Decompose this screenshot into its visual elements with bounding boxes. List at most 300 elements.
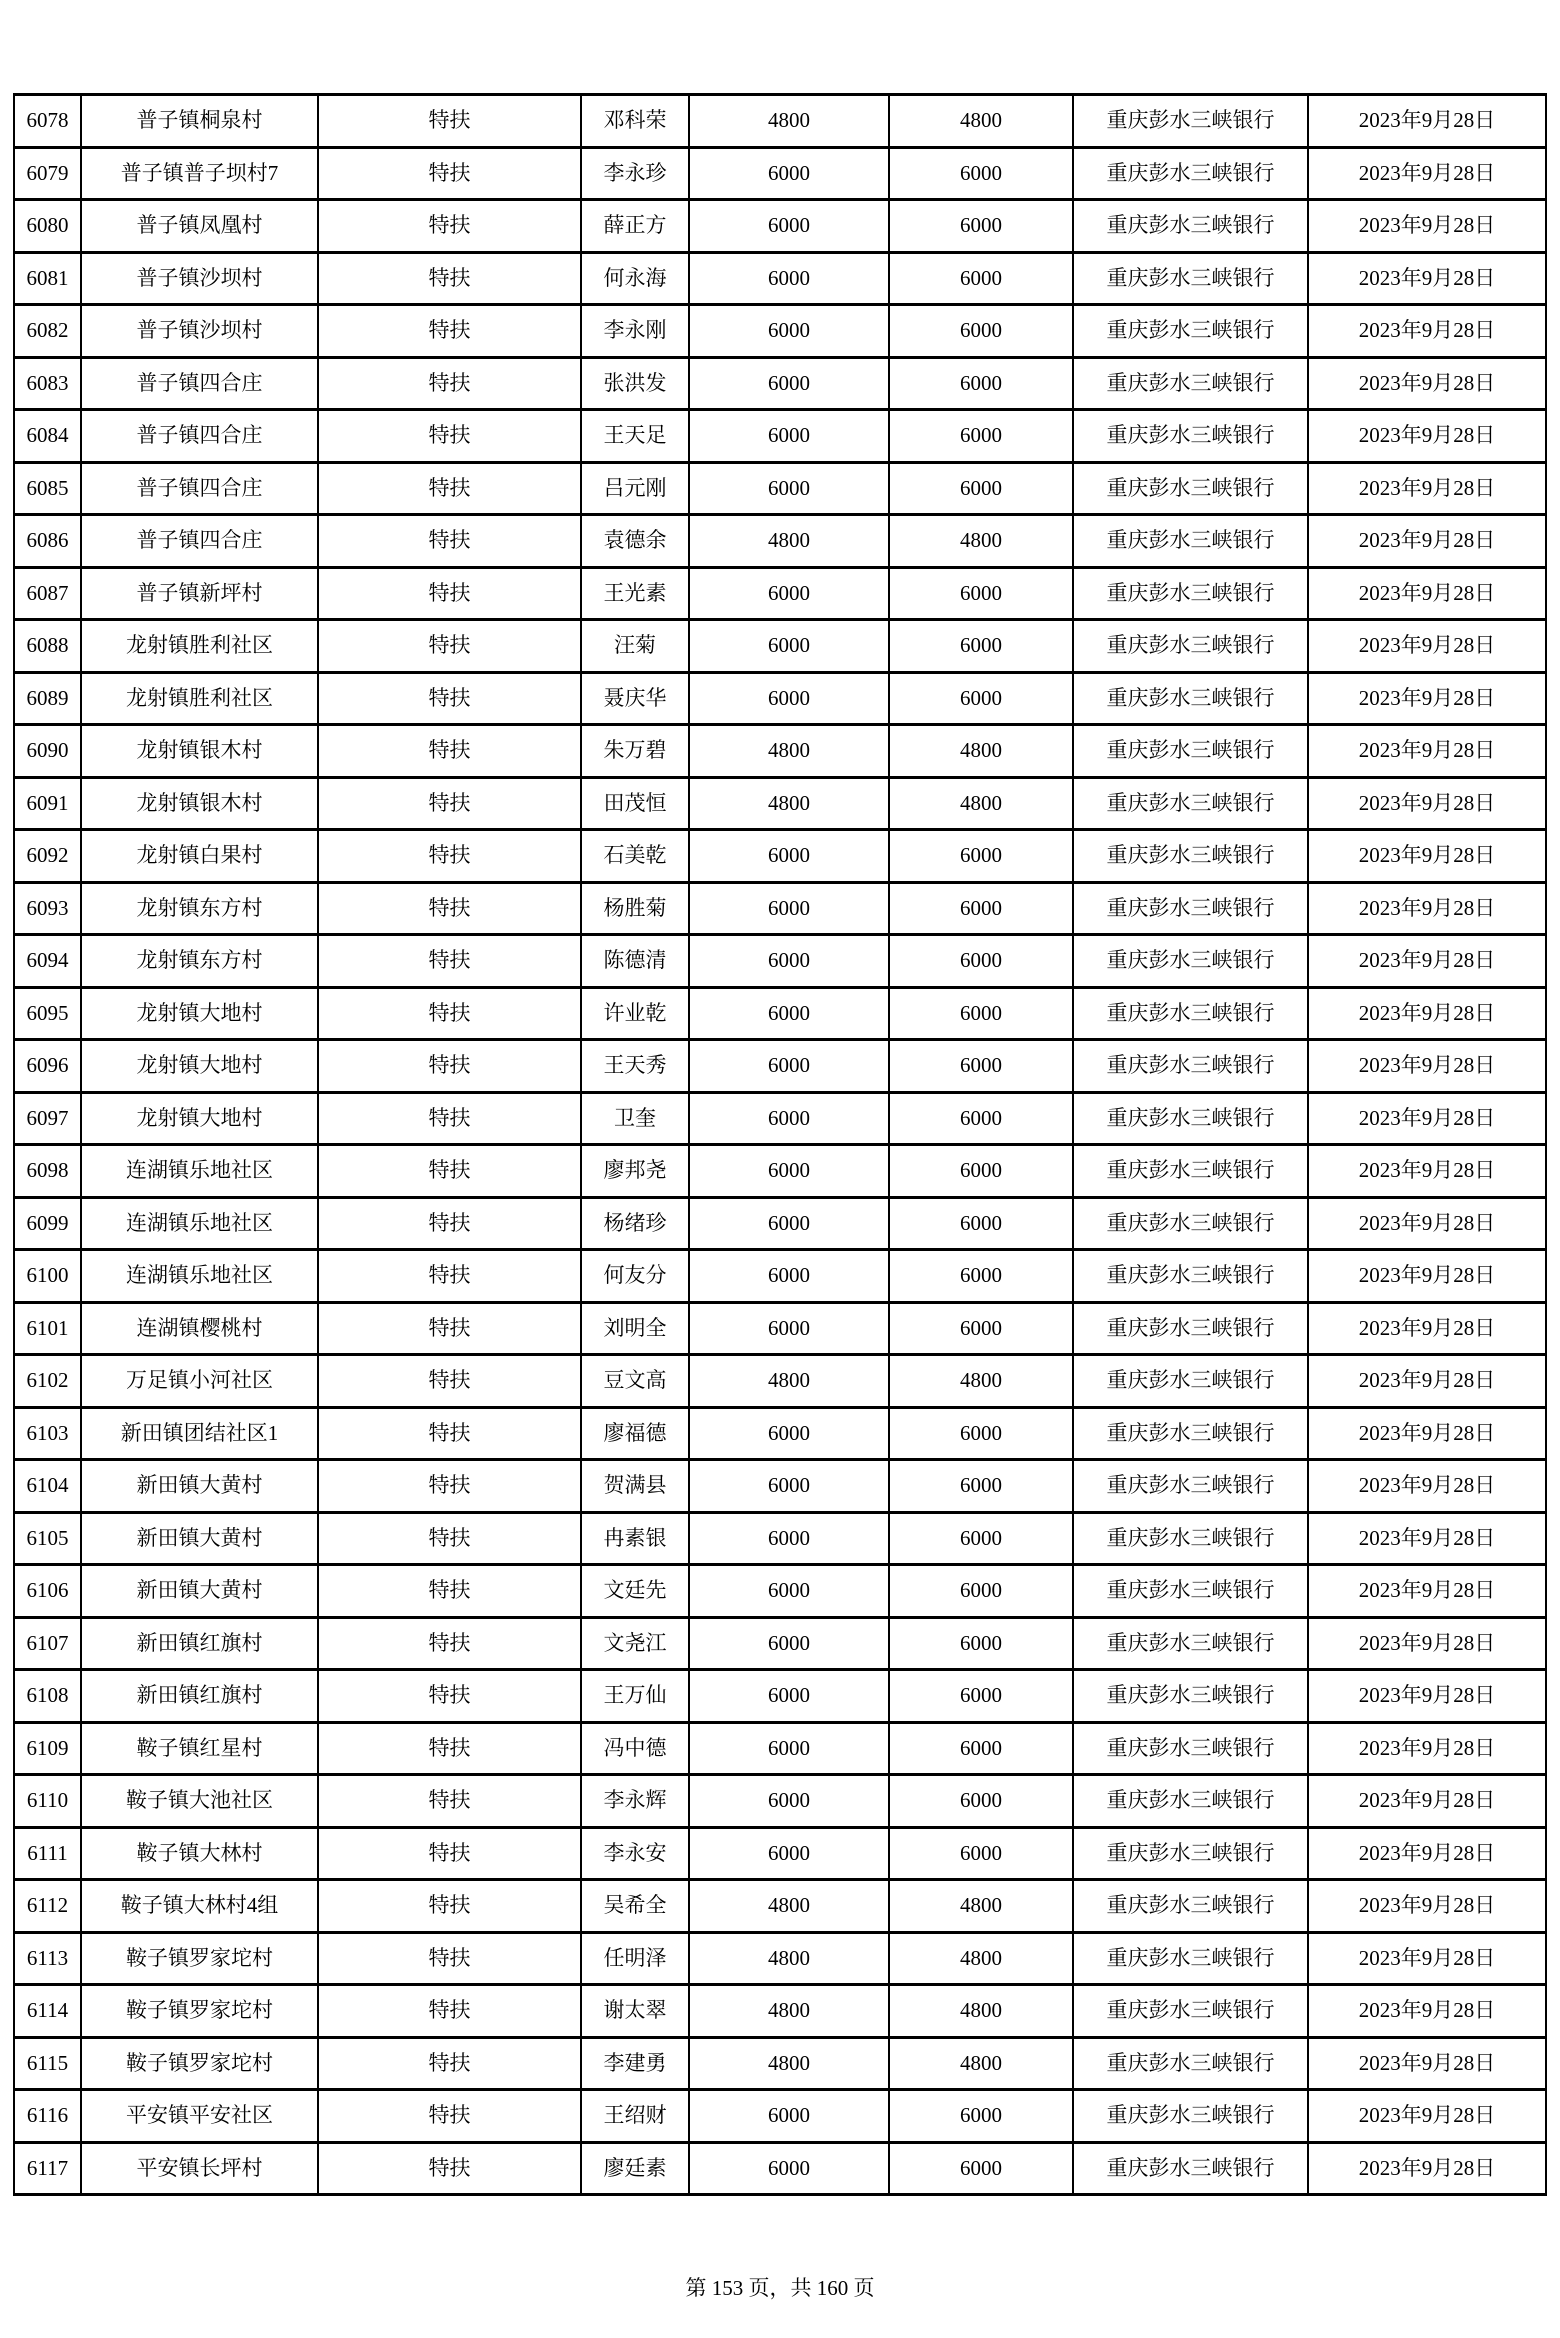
cell-bank: 重庆彭水三峡银行: [1073, 1932, 1308, 1985]
table-row: [14, 882, 1546, 935]
cell-amount-paid: 6000: [889, 1040, 1073, 1093]
cell-village: 鞍子镇红星村: [81, 1722, 318, 1775]
cell-village: 龙射镇白果村: [81, 830, 318, 883]
cell-bank: 重庆彭水三峡银行: [1073, 1460, 1308, 1513]
cell-serial-number: 6105: [14, 1512, 81, 1565]
cell-amount-due: 6000: [689, 935, 889, 988]
cell-person-name: 王万仙: [581, 1670, 689, 1723]
cell-amount-due: 4800: [689, 2037, 889, 2090]
cell-amount-due: 6000: [689, 1775, 889, 1828]
table-row: [14, 1775, 1546, 1828]
cell-person-name: 文廷先: [581, 1565, 689, 1618]
cell-bank: 重庆彭水三峡银行: [1073, 725, 1308, 778]
cell-amount-due: 6000: [689, 305, 889, 358]
cell-amount-paid: 4800: [889, 1985, 1073, 2038]
cell-serial-number: 6090: [14, 725, 81, 778]
cell-serial-number: 6082: [14, 305, 81, 358]
cell-date: 2023年9月28日: [1308, 1355, 1546, 1408]
cell-amount-paid: 6000: [889, 410, 1073, 463]
cell-person-name: 许业乾: [581, 987, 689, 1040]
table-row: [14, 1512, 1546, 1565]
cell-amount-due: 6000: [689, 567, 889, 620]
cell-person-name: 杨胜菊: [581, 882, 689, 935]
cell-village: 鞍子镇大林村: [81, 1827, 318, 1880]
cell-bank: 重庆彭水三峡银行: [1073, 2090, 1308, 2143]
cell-amount-due: 6000: [689, 1250, 889, 1303]
table-row: [14, 830, 1546, 883]
cell-village: 龙射镇东方村: [81, 882, 318, 935]
cell-category: 特扶: [318, 2090, 581, 2143]
cell-bank: 重庆彭水三峡银行: [1073, 357, 1308, 410]
cell-person-name: 李永安: [581, 1827, 689, 1880]
cell-date: 2023年9月28日: [1308, 1040, 1546, 1093]
cell-serial-number: 6086: [14, 515, 81, 568]
cell-category: 特扶: [318, 1512, 581, 1565]
cell-village: 普子镇凤凰村: [81, 200, 318, 253]
cell-amount-due: 6000: [689, 830, 889, 883]
subsidy-table: [13, 93, 1547, 2196]
cell-amount-due: 6000: [689, 1617, 889, 1670]
cell-amount-due: 4800: [689, 725, 889, 778]
cell-person-name: 王绍财: [581, 2090, 689, 2143]
cell-serial-number: 6107: [14, 1617, 81, 1670]
cell-amount-paid: 6000: [889, 830, 1073, 883]
cell-date: 2023年9月28日: [1308, 147, 1546, 200]
cell-person-name: 冯中德: [581, 1722, 689, 1775]
cell-amount-due: 6000: [689, 1670, 889, 1723]
cell-date: 2023年9月28日: [1308, 1250, 1546, 1303]
cell-person-name: 贺满县: [581, 1460, 689, 1513]
cell-date: 2023年9月28日: [1308, 95, 1546, 148]
cell-bank: 重庆彭水三峡银行: [1073, 1197, 1308, 1250]
cell-village: 普子镇四合庄: [81, 515, 318, 568]
cell-bank: 重庆彭水三峡银行: [1073, 620, 1308, 673]
table-row: [14, 725, 1546, 778]
cell-village: 龙射镇大地村: [81, 987, 318, 1040]
cell-village: 龙射镇银木村: [81, 725, 318, 778]
cell-serial-number: 6096: [14, 1040, 81, 1093]
cell-amount-paid: 6000: [889, 462, 1073, 515]
cell-bank: 重庆彭水三峡银行: [1073, 2037, 1308, 2090]
table-row: [14, 1565, 1546, 1618]
cell-village: 平安镇长坪村: [81, 2142, 318, 2195]
cell-amount-paid: 6000: [889, 1827, 1073, 1880]
cell-serial-number: 6083: [14, 357, 81, 410]
cell-person-name: 田茂恒: [581, 777, 689, 830]
cell-serial-number: 6109: [14, 1722, 81, 1775]
cell-bank: 重庆彭水三峡银行: [1073, 410, 1308, 463]
cell-amount-paid: 6000: [889, 252, 1073, 305]
cell-village: 连湖镇乐地社区: [81, 1145, 318, 1198]
cell-serial-number: 6081: [14, 252, 81, 305]
cell-category: 特扶: [318, 1565, 581, 1618]
cell-village: 普子镇沙坝村: [81, 305, 318, 358]
cell-bank: 重庆彭水三峡银行: [1073, 1145, 1308, 1198]
cell-bank: 重庆彭水三峡银行: [1073, 95, 1308, 148]
cell-amount-due: 4800: [689, 777, 889, 830]
cell-person-name: 王天足: [581, 410, 689, 463]
cell-amount-paid: 4800: [889, 95, 1073, 148]
table-row: [14, 462, 1546, 515]
table-row: [14, 1880, 1546, 1933]
cell-amount-due: 6000: [689, 1197, 889, 1250]
cell-bank: 重庆彭水三峡银行: [1073, 830, 1308, 883]
cell-date: 2023年9月28日: [1308, 1617, 1546, 1670]
table-row: [14, 252, 1546, 305]
cell-date: 2023年9月28日: [1308, 935, 1546, 988]
cell-category: 特扶: [318, 1197, 581, 1250]
cell-bank: 重庆彭水三峡银行: [1073, 1512, 1308, 1565]
cell-date: 2023年9月28日: [1308, 252, 1546, 305]
cell-serial-number: 6088: [14, 620, 81, 673]
cell-date: 2023年9月28日: [1308, 567, 1546, 620]
cell-bank: 重庆彭水三峡银行: [1073, 1880, 1308, 1933]
cell-amount-due: 6000: [689, 1302, 889, 1355]
cell-amount-paid: 6000: [889, 620, 1073, 673]
cell-bank: 重庆彭水三峡银行: [1073, 200, 1308, 253]
cell-amount-paid: 4800: [889, 1932, 1073, 1985]
cell-village: 龙射镇大地村: [81, 1040, 318, 1093]
cell-serial-number: 6106: [14, 1565, 81, 1618]
cell-amount-paid: 6000: [889, 1145, 1073, 1198]
cell-serial-number: 6115: [14, 2037, 81, 2090]
cell-amount-due: 4800: [689, 515, 889, 568]
cell-amount-paid: 6000: [889, 1670, 1073, 1723]
cell-amount-paid: 6000: [889, 935, 1073, 988]
cell-serial-number: 6093: [14, 882, 81, 935]
cell-amount-paid: 4800: [889, 1880, 1073, 1933]
table-row: [14, 1932, 1546, 1985]
cell-village: 普子镇四合庄: [81, 357, 318, 410]
cell-amount-paid: 4800: [889, 515, 1073, 568]
cell-date: 2023年9月28日: [1308, 672, 1546, 725]
cell-person-name: 王天秀: [581, 1040, 689, 1093]
cell-serial-number: 6117: [14, 2142, 81, 2195]
cell-person-name: 邓科荣: [581, 95, 689, 148]
cell-serial-number: 6116: [14, 2090, 81, 2143]
cell-date: 2023年9月28日: [1308, 200, 1546, 253]
cell-date: 2023年9月28日: [1308, 830, 1546, 883]
cell-category: 特扶: [318, 1722, 581, 1775]
cell-amount-due: 6000: [689, 1512, 889, 1565]
cell-bank: 重庆彭水三峡银行: [1073, 252, 1308, 305]
cell-amount-due: 6000: [689, 200, 889, 253]
cell-amount-due: 6000: [689, 462, 889, 515]
cell-amount-paid: 4800: [889, 2037, 1073, 2090]
cell-person-name: 薛正方: [581, 200, 689, 253]
cell-village: 龙射镇胜利社区: [81, 620, 318, 673]
cell-person-name: 袁德余: [581, 515, 689, 568]
cell-person-name: 聂庆华: [581, 672, 689, 725]
cell-category: 特扶: [318, 830, 581, 883]
cell-amount-due: 6000: [689, 1092, 889, 1145]
cell-date: 2023年9月28日: [1308, 2090, 1546, 2143]
cell-person-name: 朱万碧: [581, 725, 689, 778]
cell-amount-due: 6000: [689, 410, 889, 463]
cell-bank: 重庆彭水三峡银行: [1073, 1407, 1308, 1460]
table-row: [14, 1722, 1546, 1775]
table-row: [14, 1355, 1546, 1408]
cell-village: 鞍子镇大池社区: [81, 1775, 318, 1828]
cell-amount-paid: 6000: [889, 987, 1073, 1040]
cell-amount-paid: 6000: [889, 1722, 1073, 1775]
cell-category: 特扶: [318, 305, 581, 358]
cell-date: 2023年9月28日: [1308, 1512, 1546, 1565]
cell-person-name: 刘明全: [581, 1302, 689, 1355]
cell-category: 特扶: [318, 2142, 581, 2195]
table-row: [14, 1092, 1546, 1145]
cell-village: 普子镇普子坝村7: [81, 147, 318, 200]
cell-person-name: 李永刚: [581, 305, 689, 358]
cell-person-name: 何友分: [581, 1250, 689, 1303]
cell-amount-due: 6000: [689, 2142, 889, 2195]
cell-bank: 重庆彭水三峡银行: [1073, 777, 1308, 830]
cell-amount-due: 6000: [689, 1565, 889, 1618]
cell-category: 特扶: [318, 725, 581, 778]
cell-amount-paid: 6000: [889, 1512, 1073, 1565]
cell-amount-due: 6000: [689, 357, 889, 410]
cell-amount-due: 6000: [689, 882, 889, 935]
cell-date: 2023年9月28日: [1308, 1197, 1546, 1250]
cell-amount-due: 6000: [689, 1145, 889, 1198]
cell-village: 鞍子镇罗家坨村: [81, 1932, 318, 1985]
cell-serial-number: 6104: [14, 1460, 81, 1513]
cell-village: 龙射镇银木村: [81, 777, 318, 830]
cell-category: 特扶: [318, 1880, 581, 1933]
cell-category: 特扶: [318, 357, 581, 410]
cell-person-name: 杨绪珍: [581, 1197, 689, 1250]
cell-serial-number: 6108: [14, 1670, 81, 1723]
table-row: [14, 1040, 1546, 1093]
cell-date: 2023年9月28日: [1308, 1302, 1546, 1355]
cell-date: 2023年9月28日: [1308, 1722, 1546, 1775]
cell-category: 特扶: [318, 1775, 581, 1828]
cell-village: 连湖镇乐地社区: [81, 1250, 318, 1303]
cell-village: 普子镇四合庄: [81, 410, 318, 463]
cell-amount-paid: 6000: [889, 2090, 1073, 2143]
cell-amount-due: 4800: [689, 1985, 889, 2038]
cell-amount-paid: 6000: [889, 882, 1073, 935]
cell-date: 2023年9月28日: [1308, 1407, 1546, 1460]
cell-bank: 重庆彭水三峡银行: [1073, 882, 1308, 935]
cell-serial-number: 6085: [14, 462, 81, 515]
cell-serial-number: 6100: [14, 1250, 81, 1303]
cell-amount-paid: 4800: [889, 777, 1073, 830]
cell-category: 特扶: [318, 95, 581, 148]
cell-amount-due: 6000: [689, 1407, 889, 1460]
cell-category: 特扶: [318, 1670, 581, 1723]
cell-serial-number: 6092: [14, 830, 81, 883]
cell-village: 连湖镇乐地社区: [81, 1197, 318, 1250]
table-row: [14, 620, 1546, 673]
cell-category: 特扶: [318, 1302, 581, 1355]
cell-date: 2023年9月28日: [1308, 1880, 1546, 1933]
cell-bank: 重庆彭水三峡银行: [1073, 1040, 1308, 1093]
cell-serial-number: 6080: [14, 200, 81, 253]
cell-bank: 重庆彭水三峡银行: [1073, 1827, 1308, 1880]
table-row: [14, 1145, 1546, 1198]
cell-person-name: 陈德清: [581, 935, 689, 988]
cell-category: 特扶: [318, 1092, 581, 1145]
cell-date: 2023年9月28日: [1308, 1827, 1546, 1880]
table-row: [14, 1250, 1546, 1303]
cell-category: 特扶: [318, 882, 581, 935]
cell-serial-number: 6114: [14, 1985, 81, 2038]
cell-date: 2023年9月28日: [1308, 1670, 1546, 1723]
cell-person-name: 吕元刚: [581, 462, 689, 515]
cell-amount-paid: 6000: [889, 567, 1073, 620]
cell-bank: 重庆彭水三峡银行: [1073, 1565, 1308, 1618]
table-row: [14, 1197, 1546, 1250]
cell-person-name: 卫奎: [581, 1092, 689, 1145]
cell-date: 2023年9月28日: [1308, 2142, 1546, 2195]
cell-bank: 重庆彭水三峡银行: [1073, 1775, 1308, 1828]
table-row: [14, 1617, 1546, 1670]
cell-person-name: 李建勇: [581, 2037, 689, 2090]
cell-amount-paid: 6000: [889, 1407, 1073, 1460]
cell-person-name: 石美乾: [581, 830, 689, 883]
cell-date: 2023年9月28日: [1308, 1932, 1546, 1985]
cell-category: 特扶: [318, 1407, 581, 1460]
cell-amount-due: 6000: [689, 2090, 889, 2143]
table-row: [14, 147, 1546, 200]
cell-amount-due: 6000: [689, 1040, 889, 1093]
table-row: [14, 200, 1546, 253]
cell-category: 特扶: [318, 462, 581, 515]
cell-date: 2023年9月28日: [1308, 620, 1546, 673]
cell-person-name: 何永海: [581, 252, 689, 305]
cell-person-name: 文尧江: [581, 1617, 689, 1670]
cell-person-name: 张洪发: [581, 357, 689, 410]
cell-category: 特扶: [318, 620, 581, 673]
cell-amount-due: 4800: [689, 1932, 889, 1985]
cell-date: 2023年9月28日: [1308, 305, 1546, 358]
cell-amount-paid: 6000: [889, 1250, 1073, 1303]
cell-amount-paid: 6000: [889, 305, 1073, 358]
table-row: [14, 1460, 1546, 1513]
cell-category: 特扶: [318, 252, 581, 305]
cell-village: 新田镇大黄村: [81, 1565, 318, 1618]
cell-serial-number: 6079: [14, 147, 81, 200]
table-body: [14, 95, 1546, 2195]
cell-village: 普子镇新坪村: [81, 567, 318, 620]
cell-person-name: 李永辉: [581, 1775, 689, 1828]
cell-category: 特扶: [318, 1355, 581, 1408]
cell-date: 2023年9月28日: [1308, 357, 1546, 410]
cell-amount-paid: 6000: [889, 1775, 1073, 1828]
cell-serial-number: 6084: [14, 410, 81, 463]
cell-amount-paid: 6000: [889, 1092, 1073, 1145]
cell-person-name: 谢太翠: [581, 1985, 689, 2038]
table-row: [14, 1670, 1546, 1723]
cell-date: 2023年9月28日: [1308, 1145, 1546, 1198]
cell-bank: 重庆彭水三峡银行: [1073, 935, 1308, 988]
cell-category: 特扶: [318, 1827, 581, 1880]
cell-category: 特扶: [318, 567, 581, 620]
cell-category: 特扶: [318, 1250, 581, 1303]
cell-serial-number: 6099: [14, 1197, 81, 1250]
cell-category: 特扶: [318, 672, 581, 725]
cell-person-name: 廖邦尧: [581, 1145, 689, 1198]
cell-amount-paid: 6000: [889, 672, 1073, 725]
cell-date: 2023年9月28日: [1308, 1565, 1546, 1618]
cell-category: 特扶: [318, 147, 581, 200]
table-row: [14, 357, 1546, 410]
cell-serial-number: 6103: [14, 1407, 81, 1460]
cell-serial-number: 6078: [14, 95, 81, 148]
cell-serial-number: 6098: [14, 1145, 81, 1198]
cell-bank: 重庆彭水三峡银行: [1073, 1617, 1308, 1670]
cell-bank: 重庆彭水三峡银行: [1073, 462, 1308, 515]
cell-amount-due: 6000: [689, 147, 889, 200]
cell-date: 2023年9月28日: [1308, 882, 1546, 935]
cell-amount-paid: 6000: [889, 1302, 1073, 1355]
cell-date: 2023年9月28日: [1308, 410, 1546, 463]
cell-village: 新田镇红旗村: [81, 1670, 318, 1723]
cell-serial-number: 6095: [14, 987, 81, 1040]
cell-amount-due: 6000: [689, 1827, 889, 1880]
cell-amount-paid: 6000: [889, 1617, 1073, 1670]
cell-amount-paid: 4800: [889, 1355, 1073, 1408]
cell-category: 特扶: [318, 1145, 581, 1198]
cell-village: 鞍子镇大林村4组: [81, 1880, 318, 1933]
cell-bank: 重庆彭水三峡银行: [1073, 1985, 1308, 2038]
cell-amount-paid: 6000: [889, 1460, 1073, 1513]
cell-date: 2023年9月28日: [1308, 777, 1546, 830]
cell-date: 2023年9月28日: [1308, 1092, 1546, 1145]
table-row: [14, 410, 1546, 463]
cell-amount-paid: 6000: [889, 2142, 1073, 2195]
cell-date: 2023年9月28日: [1308, 1985, 1546, 2038]
table-row: [14, 777, 1546, 830]
cell-serial-number: 6094: [14, 935, 81, 988]
table-row: [14, 1407, 1546, 1460]
cell-amount-paid: 6000: [889, 357, 1073, 410]
cell-bank: 重庆彭水三峡银行: [1073, 567, 1308, 620]
cell-village: 平安镇平安社区: [81, 2090, 318, 2143]
cell-village: 普子镇四合庄: [81, 462, 318, 515]
table-row: [14, 987, 1546, 1040]
cell-category: 特扶: [318, 2037, 581, 2090]
table-row: [14, 672, 1546, 725]
cell-person-name: 王光素: [581, 567, 689, 620]
cell-serial-number: 6113: [14, 1932, 81, 1985]
cell-amount-due: 6000: [689, 252, 889, 305]
cell-village: 新田镇团结社区1: [81, 1407, 318, 1460]
cell-category: 特扶: [318, 410, 581, 463]
cell-bank: 重庆彭水三峡银行: [1073, 1722, 1308, 1775]
cell-village: 龙射镇胜利社区: [81, 672, 318, 725]
cell-serial-number: 6089: [14, 672, 81, 725]
cell-bank: 重庆彭水三峡银行: [1073, 1250, 1308, 1303]
page-number-footer: 第 153 页，共 160 页: [685, 2276, 875, 2300]
cell-person-name: 任明泽: [581, 1932, 689, 1985]
cell-category: 特扶: [318, 777, 581, 830]
cell-amount-paid: 6000: [889, 1565, 1073, 1618]
cell-amount-due: 6000: [689, 672, 889, 725]
cell-category: 特扶: [318, 1617, 581, 1670]
cell-amount-due: 4800: [689, 1880, 889, 1933]
table-row: [14, 935, 1546, 988]
cell-village: 龙射镇大地村: [81, 1092, 318, 1145]
cell-bank: 重庆彭水三峡银行: [1073, 305, 1308, 358]
cell-person-name: 李永珍: [581, 147, 689, 200]
cell-serial-number: 6112: [14, 1880, 81, 1933]
cell-category: 特扶: [318, 515, 581, 568]
cell-bank: 重庆彭水三峡银行: [1073, 515, 1308, 568]
cell-serial-number: 6087: [14, 567, 81, 620]
cell-person-name: 汪菊: [581, 620, 689, 673]
